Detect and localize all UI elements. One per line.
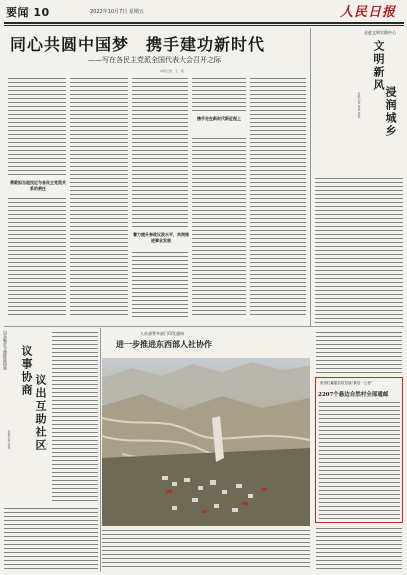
main-headline: 同心共圆中国梦 携手建功新时代 (10, 35, 266, 54)
header-rule-thin (4, 25, 404, 26)
highlighted-kicker: 贵州打赢脱贫攻坚战“最后一公里” (320, 381, 373, 385)
main-body-column-3b (132, 252, 188, 318)
left-body-column-2 (4, 508, 98, 570)
middle-kicker: 人社部等多部门印发通知 (140, 331, 184, 336)
side-headline-line-1: 文明新风 (372, 40, 385, 92)
header-rule (4, 22, 404, 24)
aerial-village-photo (102, 358, 310, 526)
right-lower-body (316, 332, 402, 374)
middle-headline: 进一步推进东西部人社协作 (116, 339, 212, 349)
issue-date: 2022年10月7日 星期五 (90, 9, 144, 15)
main-pull-quote-3: 携手走在新时代新征程上 (197, 116, 241, 121)
left-body-column-1 (52, 332, 98, 502)
main-byline: 本报记者 王 某 (160, 69, 185, 73)
main-pull-quote-2: 着力提升参政议政水平，共同推进事业发展 (133, 232, 189, 243)
column-rule-2 (100, 328, 101, 572)
highlighted-body (319, 402, 400, 519)
left-headline-line-1: 议事协商 (20, 345, 33, 397)
column-rule (310, 28, 311, 326)
page-label: 要闻 10 (6, 6, 50, 19)
photo-illustration (102, 358, 310, 526)
photo-caption (102, 530, 310, 570)
main-body-column-4b (192, 138, 246, 318)
main-body-column-2 (70, 78, 128, 318)
main-body-column-3 (132, 78, 188, 228)
right-bottom-body (316, 528, 402, 570)
side-section-tag: 走进文明实践中心 (364, 30, 396, 35)
side-headline-line-2: 浸润城乡 (384, 86, 397, 138)
side-body (315, 178, 403, 324)
main-body-column-5 (250, 78, 306, 318)
main-body-column-1b (8, 198, 66, 318)
newspaper-logo: 人民日报 (340, 5, 397, 20)
section-rule (4, 326, 404, 327)
left-byline: 本报记者 某某 (7, 430, 11, 449)
main-body-column-4 (192, 78, 246, 113)
main-pull-quote-1: 勇敢担当起拉近与各民主党派关系的责任 (10, 180, 66, 191)
side-byline: 本报记者 某某 某某 (357, 92, 361, 118)
main-subheadline: ——写在各民主党派全国代表大会召开之际 (88, 56, 221, 64)
left-headline-line-2: 议出互助社区 (34, 374, 47, 452)
page-header (0, 0, 407, 24)
left-section-tag: 山东临沂全面推进协商 (3, 330, 8, 370)
highlighted-headline: 2207个悬边自然村全部通邮 (318, 392, 389, 398)
main-body-column-1 (8, 78, 66, 178)
